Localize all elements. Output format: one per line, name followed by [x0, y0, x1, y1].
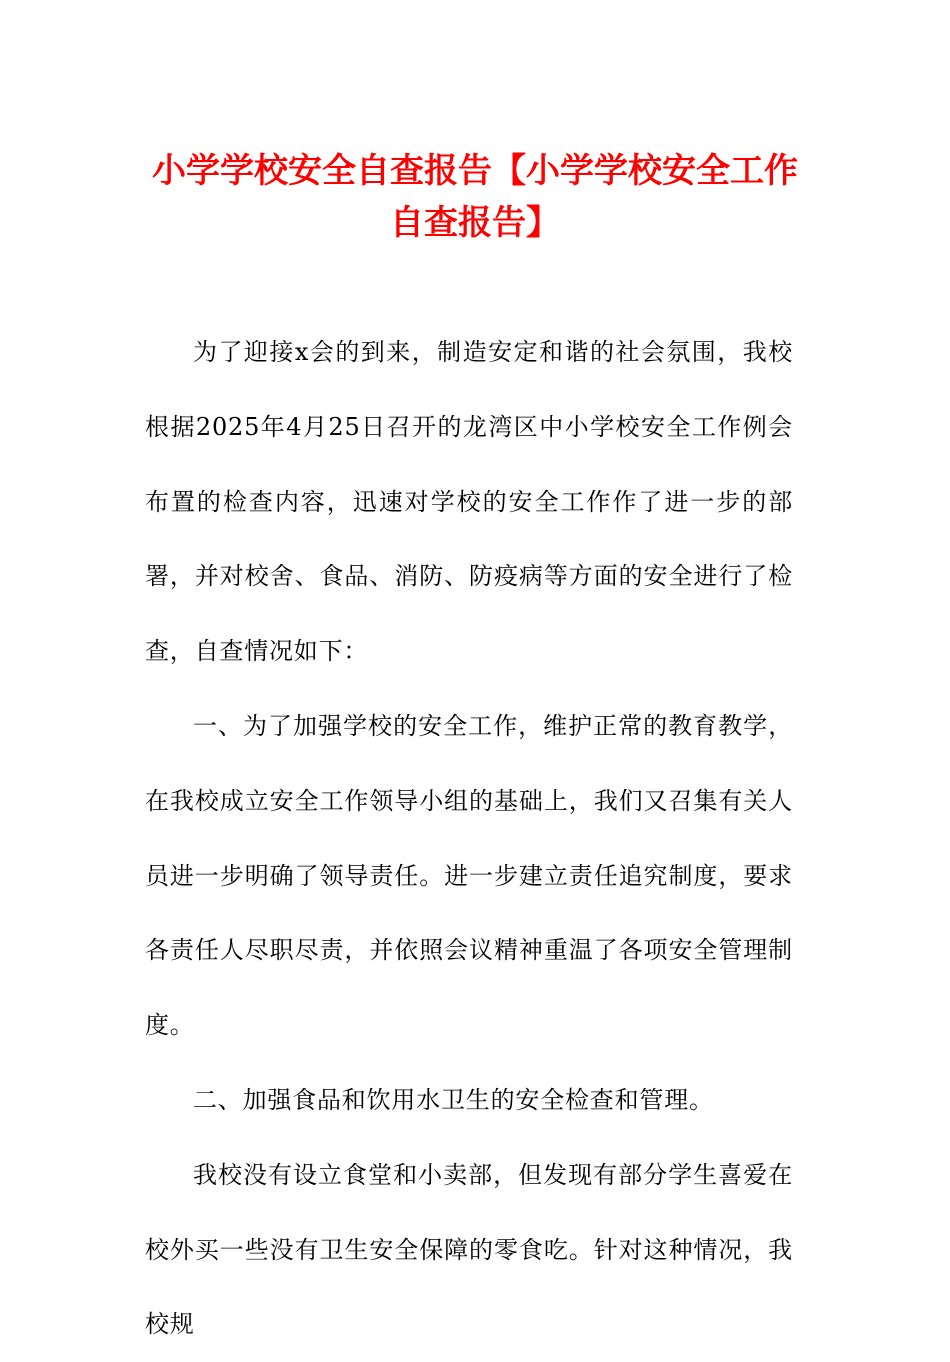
paragraph-section-2-heading: 二、加强食品和饮用水卫生的安全检查和管理。 [193, 1085, 714, 1114]
paragraph-section-1: 一、为了加强学校的安全工作，维护正常的教育教学，在我校成立安全工作领导小组的基础上，我们又召集有关人员进一步明确了领导责任。进一步建立责任追究制度，要求各责任人尽职尽责，并依照会议精神重温了各项安全管理制度。 [145, 711, 793, 1040]
document-body [145, 315, 793, 1362]
paragraph-section-2-body: 我校没有设立食堂和小卖部，但发现有部分学生喜爱在校外买一些没有卫生安全保障的零食吃。针对这种情况，我校规 [145, 1160, 793, 1339]
paragraph-intro: 为了迎接x会的到来，制造安定和谐的社会氛围，我校根据2025年4月25日召开的龙湾区中小学校安全工作例会布置的检查内容，迅速对学校的安全工作作了进一步的部署，并对校舍、食品、消防、防疫病等方面的安全进行了检查，自查情况如下： [145, 338, 793, 666]
document-title: 小学学校安全自查报告【小学学校安全工作自查报告】 [152, 151, 798, 243]
